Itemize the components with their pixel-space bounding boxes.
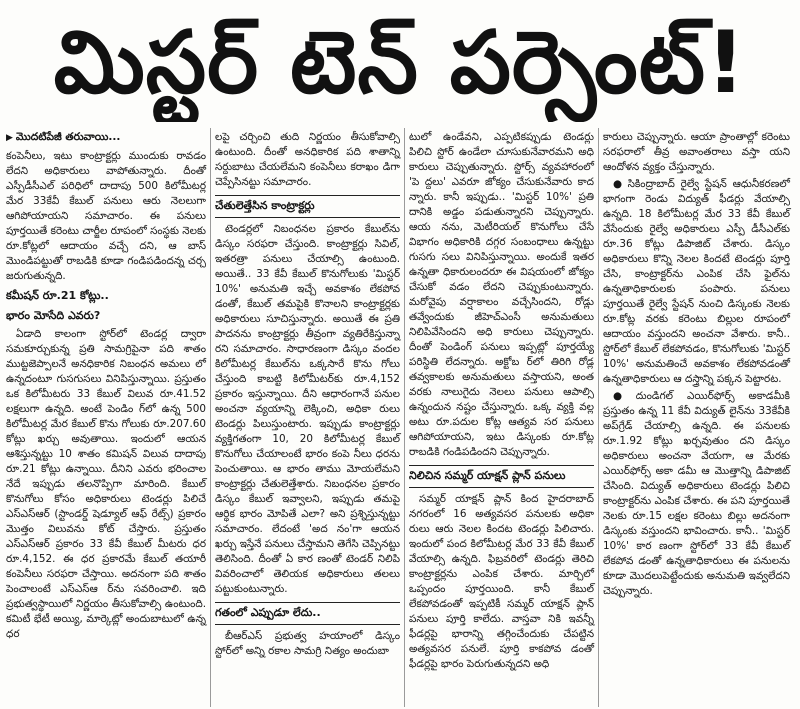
- bullet-text: సికింద్రాబాద్ రైల్వే స్టేషన్ ఆధునీకరణలో భాగంగా రెండు విద్యుత్ ఫీడర్లు వేయాల్సి ఉన్నది. 18 కిలోమీటర్ల మేర 33 కేవీ కేబుల్ వేసేందుకు రైల్వే అధికారులు ఎస్పీ డీసీఎల్‌కు రూ.36 కోట్లు డిపాజిట్ చేశారు. డిస్కం అధికారులు కొన్ని నెలల కిందటే టెండర్లు పూర్తి చేసి, కాంట్రాక్టర్‌ను ఎంపిక చేసి ఫైల్‌ను ఉన్నతాధికారులకు పంపారు. పనులు పూర్తయితే రైల్వే స్టేషన్ నుంచి డిస్కంకు నెలకు రూ.కోట్ల వరకు కరెంటు బిల్లుల రూపంలో ఆదాయం వస్తుందని అంచనా వేశారు. కానీ.. స్టోర్‌లో కేబుల్ లేకపోవడం, కొనుగోలుకు 'మిస్టర్ 10%' అనుమతించే అవకాశం లేకపోవడంతో ఉన్నతాధికారులు ఆ దస్త్రాన్ని పక్కన పెట్టారట.: [603, 178, 790, 385]
- bullet-text: దుండిగల్ ఎయిర్‌ఫోర్స్ అకాడమీకి ప్రస్తుతం ఉన్న 11 కేవీ విద్యుత్ లైన్‌ను 33కేవీకి అప్‌గ్రేడ్ చేయాల్సి ఉన్నది. ఈ పనులకు రూ.1.92 కోట్లు ఖర్చవుతుం దని డిస్కం అధికారులు అంచనా వేయగా, ఆ మేరకు ఎయిర్‌ఫోర్స్ అకా డమీ ఆ మొత్తాన్ని డిపాజిట్ చేసింది. విద్యుత్ అధికారులు టెండర్లు పిలిచి కాంట్రాక్టర్‌ను ఎంపిక చేశారు. ఈ పని పూర్తయితే నెలకు రూ.15 లక్షల కరెంటు బిల్లు అదనంగా డిస్కంకు వస్తుందని భావించారు. కానీ.. 'మిస్టర్ 10%' కార ణంగా స్టోర్‌లో 33 కేవీ కేబుల్ లేకపోవ డంతో ఉన్నతాధికారులు ఈ పనులను కూడా మొదలుపెట్టేందుకు అనుమతి ఇవ్వలేదని చెప్పున్నారు.: [603, 390, 790, 597]
- subheading: కమీషన్ రూ.21 కోట్లు..: [6, 289, 109, 302]
- subheading: భారం మోసేది ఎవరు?: [6, 309, 101, 322]
- paragraph: లపై చర్చించి తుది నిర్ణయం తీసుకోవాల్సి ఉంటుంది. దీంతో అనధికారిక పది శాతాన్ని సర్దుబాటు చేయలేమని కంపెనీలు కరాఖం డిగా చెప్పేసినట్టు సమాచారం.: [215, 131, 400, 188]
- paragraph: టులో ఉండేవని, ఎప్పటికప్పుడు టెండర్లు పిలిచి స్టోర్ ఉండేలా చూసుకునేవారమని అధి కారులు చెప్పుతున్నారు. స్టోర్స్ వ్యవహారంలో 'పె ద్దలు' ఎవరూ జోక్యం చేసుకునేవారు కాద న్నారు. కానీ ఇప్పుడు.. 'మిస్టర్ 10%' ప్రతి దానికి అడ్డం పడుతున్నారని చెప్పున్నారు. ఆయ నను, మెటీరియల్ కొనుగోలు చేసే విభాగం అధికారికి దగ్గర సంబంధాలు ఉన్నట్టు గుసగు సలు వినిపిస్తున్నాయి. అందుకే ఇతర ఉన్నతా ధికారులందరూ ఈ విషయంలో జోక్యం చేసుకో వడం లేదని చెప్పుకుంటున్నారు. మరోవైపు వర్షాకాలం వచ్చేసిందని, రోడ్లు తవ్వేందుకు జీహెచ్ఎంసీ అనుమతులు నిలిపివేసిందని అధి కారులు చెప్పున్నారు. దీంతో పెండింగ్ పనులు ఇప్పట్లో పూర్తయ్యే పరిస్థితి లేదన్నారు. అక్టోబ ర్‌లో తిరిగి రోడ్ల తవ్వకాలకు అనుమతులు వస్తాయని, అంత వరకు నాలుగైదు నెలలు పనులు ఆపాల్సి ఉన్నందున నష్టం చేస్తున్నారు. ఒక్క వ్యక్తి వల్ల అటు రూ.పదుల కోట్ల ఆత్యవ సర పనులు ఆగిపోయాయని, ఇటు డిస్కంకు రూ.కోట్ల రాబడికి గండిపడిందని చెప్పున్నారు.: [409, 131, 594, 458]
- paragraph: టెండర్లలో నిబంధనల ప్రకారం కేబుల్‌ను డిస్కం సరఫరా చేస్తుంది. కాంట్రాక్టర్లు సివిల్, ఇతరత్రా పనులు చేయాల్సి ఉంటుంది. అయితే.. 33 కేవీ కేబుల్ కొనుగోలుకు 'మిస్టర్ 10%' అనుమతి ఇచ్చే అవకాశం లేకపోవ డంతో, కేబుల్ తమపైకి కొనాలని కాంట్రాక్టర్లకు అధికారులు సూచిస్తున్నారు. అయితే ఈ ప్రతి పాదనను కాంట్రాక్టర్లు తీవ్రంగా వ్యతిరేకిస్తున్నా రని సమాచారం. సాధారణంగా డిస్కం వందల కిలోమీటర్ల కేబుల్‌ను ఒక్కసారే కొను గోలు చేస్తుంది కాబట్టి కిలోమీటర్‌కు రూ.4,152 ప్రకారం ఇస్తున్నాయి. దీని ఆధారంగానే పనుల అంచనా వ్యయాన్ని లెక్కించి, అధికా రులు టెండర్లు పిలుస్తుంటారు. ఇప్పుడు కాంట్రాక్టర్లు వ్యక్తిగతంగా 10, 20 కిలోమీటర్ల కేబుల్ కొనుగోలు చేయాలంటే భారం కంపె నీలు ధరను పెంచుతాయి. ఆ భారం తాము మోయలేమని కాంట్రాక్టర్లు చేతులెత్తేశారు. నిబంధనల ప్రకారం డిస్కం కేబుల్ ఇవ్వాలని, ఇప్పుడు తమపై ఆర్థిక భారం మోపితే ఎలా? అని ప్రశ్నిస్తున్నట్టు సమాచారం. లేదంటే 'అద నం'గా ఆయన ఖర్చు ఇస్తేనే పనులు చేస్తామని తెగేసి చెప్పినట్టు తెలిసింది. దీంతో ఏ కార ణంతో టెండర్ నిలిపి వివరించాలో తెలియక అధికారులు తలలు పట్టుకుంటున్నారు.: [215, 223, 400, 595]
- subheading: చేతులెత్తేసిన కాంట్రాక్టర్లు: [215, 195, 400, 218]
- headline: మిస్టర్ టెన్ పర్సెంట్!: [53, 13, 747, 113]
- paragraph: ఏడాది కాలంగా స్టోర్‌లో టెండర్ల ద్వారా సమకూర్చుకున్న ప్రతి సామగ్రిపైనా పది శాతం ముట్టజెప్పాలనే అనధికారిక నిబంధన అమలు లో ఉన్నదంటూ గుసగుసలు వినిపిస్తున్నాయి. ప్రస్తుతం ఒక కిలోమీటరు 33 కేబుల్ విలువ రూ.41.52 లక్షలుగా ఉన్నది. అంటే పెండిం గ్‌లో ఉన్న 500 కిలోమీటర్ల మేర కేబుల్ కొను గోలుకు రూ.207.60 కోట్లు ఖర్చు అవుతాయి. ఇందులో ఆయన ఆశిస్తున్నట్టు 10 శాతం కమిషన్ విలువ దాదాపు రూ.21 కోట్లు ఉన్నాయి. దీనిని ఎవరు భరించాల నేదే ఇప్పుడు తలనొప్పిగా మారింది. కేబుల్ కొనుగోలు కోసం అధికారులు టెండర్లు పిలిచే ఎస్‌ఎస్‌ఆర్ (స్టాండర్డ్ షెడ్యూల్ ఆఫ్ రేట్స్) ప్రకారం మొత్తం విలువను కోట్ చేస్తారు. ప్రస్తుతం ఎస్‌ఎస్‌ఆర్ ప్రకారం 33 కేవీ కేబుల్ మీటరు ధర రూ.4,152. ఈ ధర ప్రకారమే కేబుల్ తయారీ కంపెనీలు సరఫరా చేస్తాయి. అదనంగా పది శాతం పెంచాలంటే ఎస్‌ఎస్‌ఆ ర్‌ను సవరించాలి. ఇది ప్రభుత్వస్థాయిలో నిర్ణయం తీసుకోవాల్సి ఉంటుంది. కమిటీ భేటీ అయ్యి, మార్కెట్లో అందుబాటులో ఉన్న ధర: [6, 328, 206, 640]
- column-3: [404, 128, 598, 707]
- kicker-text: మొదటిపేజీ తరువాయి...: [15, 131, 121, 143]
- article-columns: [6, 128, 794, 707]
- column-2: [210, 128, 404, 707]
- paragraph: కారులు చెప్పున్నారు. ఆయా ప్రాంతాల్లో కరెంటు సరఫరాలో తీవ్ర అవాంతరాలు వస్తా యని ఆందోళన వ్యక్తం చేస్తున్నారు.: [603, 131, 790, 173]
- bullet-icon: ●: [613, 178, 625, 190]
- subheading: నిలిచిన సమ్మర్ యాక్షన్ ప్లాన్ పనులు: [409, 465, 594, 488]
- paragraph: సమ్మర్ యాక్షన్ ప్లాన్ కింద హైదరాబాద్ నగరంలో 16 అత్యవసర పనులకు అధికా రులు ఆరు నెలల కిందట టెండర్లు పిలిచారు. ఇందులో పంద కిలోమీటర్ల మేర 33 కేవీ కేబుల్ వేయాల్సి ఉన్నది. ఫిబ్రవరిలో టెండర్లు తెరిచి కాంట్రాక్టర్లను ఎంపిక చేశారు. మార్చిలో ఒప్పందం పూర్తయింది. కానీ కేబుల్ లేకపోవడంతో ఇప్పటికీ సమ్మర్ యాక్షన్ ప్లాన్ పనులు పూర్తి కాలేదు. వాస్తవా నికి ఇవన్నీ ఫీడర్లపై భారాన్ని తగ్గించేందుకు చేపట్టిన అత్యవసర పనులే. పూర్తి కాకపోవ డంతో ఫీడర్లపై భారం పెరుగుతున్నదని అధి: [409, 493, 594, 670]
- paragraph: కంపెనీలు, ఇటు కాంట్రాక్టర్లు ముందుకు రావడం లేదని అధికారులు వాపోతున్నారు. దీంతో ఎస్పీడీసీఎల్ పరిధిలో దాదాపు 500 కిలోమీటర్ల మేర 33కేవీ కేబుల్ పనులు ఆరు నెలలుగా ఆగిపోయాయని సమాచారం. ఈ పనులు పూర్తయితే కరెంటు చార్జీల రూపంలో సంస్థకు నెలకు రూ.కోట్లలో ఆదాయం వచ్చే దని, ఆ బాస్ మొండిపట్టుతో రాబడికి కూడా గండిపడిందన్న చర్చ జరుగుతున్నది.: [6, 150, 206, 282]
- bullet-item: [603, 389, 790, 599]
- bullet-item: [603, 177, 790, 387]
- triangle-marker-icon: ▶: [6, 133, 13, 143]
- continuation-kicker: [6, 130, 206, 146]
- subheading: గతంలో ఎప్పుడూ లేదు..: [215, 602, 400, 625]
- bullet-icon: ●: [613, 390, 633, 402]
- paragraph: బీఆర్ఎస్ ప్రభుత్వ హయాంలో డిస్కం స్టోర్‌లో అన్ని రకాల సామగ్రి నిత్యం అందుబా: [215, 630, 400, 657]
- column-4: [598, 128, 794, 707]
- column-1: [6, 128, 210, 707]
